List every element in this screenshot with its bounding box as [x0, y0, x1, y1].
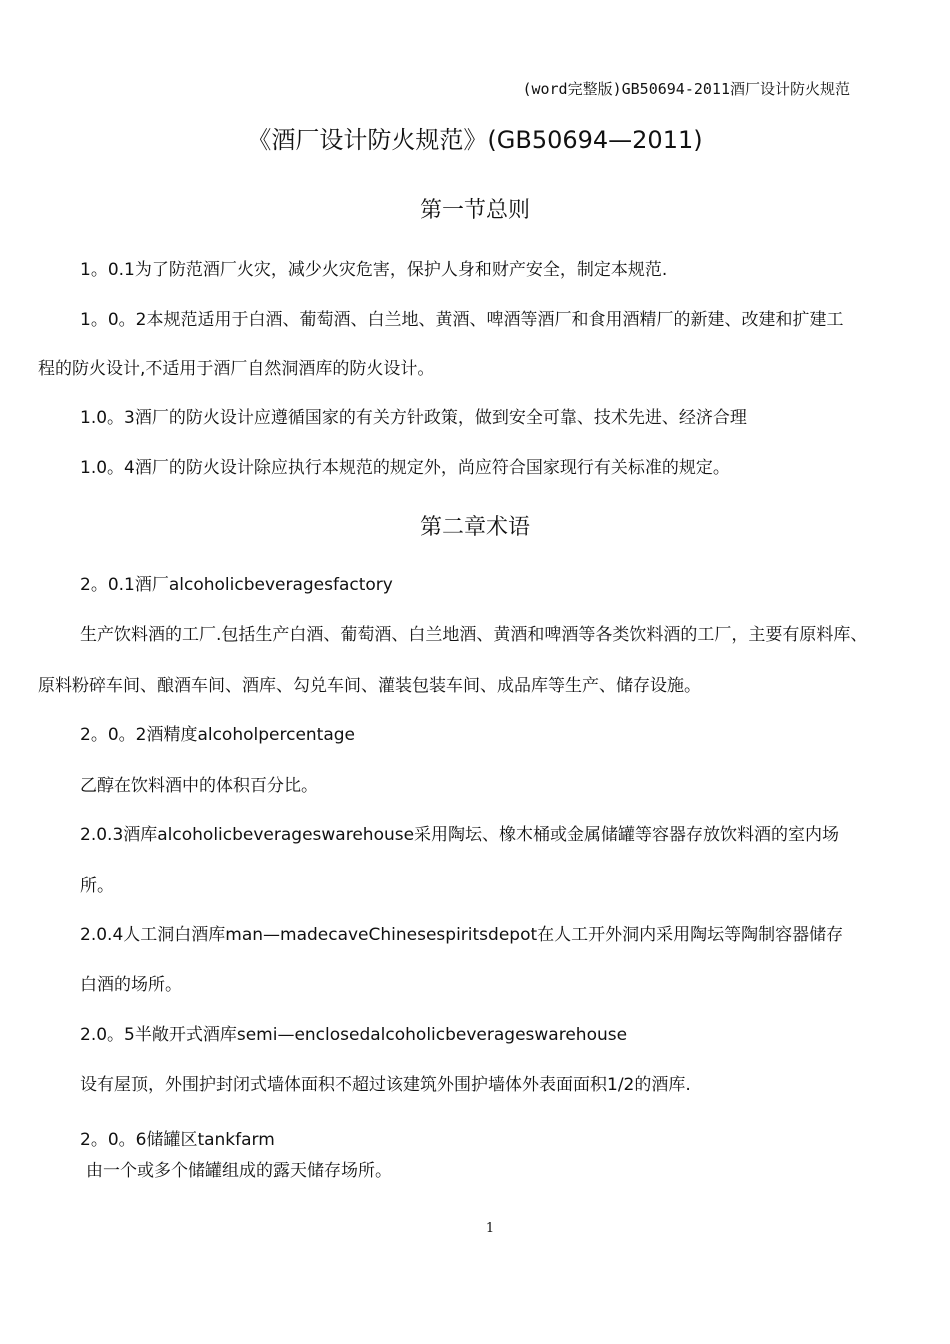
- section-heading-terms: 第二章术语: [419, 515, 530, 540]
- definition-2-0-1-continued: 原料粉碎车间、酿酒车间、酒库、勾兑车间、灌装包装车间、成品库等生产、储存设施。: [38, 676, 701, 696]
- page-number: 1: [485, 1221, 495, 1236]
- definition-2-0-1: 生产饮料酒的工厂.包括生产白酒、葡萄酒、白兰地酒、黄酒和啤酒等各类饮料酒的工厂，主要有原料库、: [80, 625, 868, 645]
- term-2-0-3-continued: 所。: [80, 876, 114, 896]
- definition-2-0-2: 乙醇在饮料酒中的体积百分比。: [80, 776, 318, 796]
- term-2-0-1: 2。0.1酒厂alcoholicbeveragesfactory: [80, 575, 393, 595]
- definition-2-0-6: 由一个或多个储罐组成的露天储存场所。: [86, 1161, 392, 1181]
- paragraph-1-0-2-continued: 程的防火设计,不适用于酒厂自然洞酒库的防火设计。: [38, 359, 435, 379]
- paragraph-1-0-1: 1。0.1为了防范酒厂火灾，减少火灾危害，保护人身和财产安全，制定本规范.: [80, 260, 668, 280]
- term-2-0-4: 2.0.4人工洞白酒库man—madecaveChinesespiritsdepot在人工开外洞内采用陶坛等陶制容器储存: [80, 925, 844, 945]
- term-2-0-5: 2.0。5半敞开式酒库semi—enclosedalcoholicbeverageswarehouse: [80, 1025, 628, 1045]
- section-heading-general: 第一节总则: [419, 198, 530, 223]
- definition-2-0-5: 设有屋顶，外围护封闭式墙体面积不超过该建筑外围护墙体外表面面积1/2的酒库.: [80, 1075, 691, 1095]
- term-2-0-4-continued: 白酒的场所。: [80, 975, 182, 995]
- term-2-0-2: 2。0。2酒精度alcoholpercentage: [80, 725, 356, 745]
- paragraph-1-0-2: 1。0。2本规范适用于白酒、葡萄酒、白兰地、黄酒、啤酒等酒厂和食用酒精厂的新建、改建和扩建工: [80, 310, 844, 330]
- paragraph-1-0-3: 1.0。3酒厂的防火设计应遵循国家的有关方针政策，做到安全可靠、技术先进、经济合理: [80, 408, 747, 428]
- running-header: (word完整版)GB50694-2011酒厂设计防火规范: [522, 80, 850, 98]
- document-title: 《酒厂设计防火规范》(GB50694—2011): [247, 126, 703, 154]
- term-2-0-3: 2.0.3酒库alcoholicbeverageswarehouse采用陶坛、橡木桶或金属储罐等容器存放饮料酒的室内场: [80, 825, 840, 845]
- term-2-0-6: 2。0。6储罐区tankfarm: [80, 1130, 275, 1150]
- paragraph-1-0-4: 1.0。4酒厂的防火设计除应执行本规范的规定外，尚应符合国家现行有关标准的规定。: [80, 458, 730, 478]
